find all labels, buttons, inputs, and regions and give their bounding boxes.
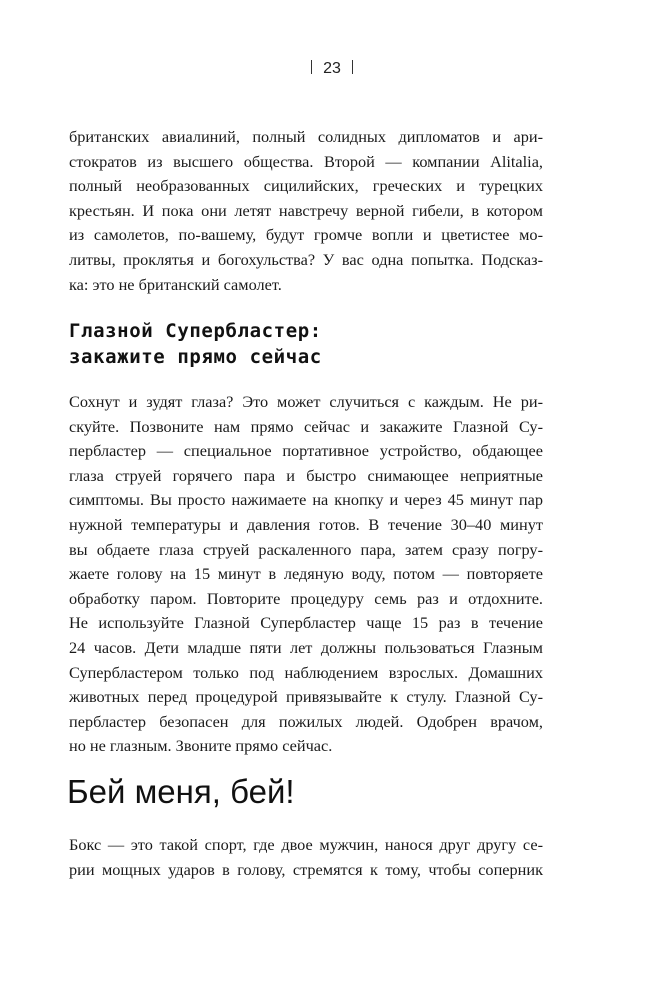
text-line: Супербластером только под наблюдением взрослых. Домашних	[69, 662, 543, 682]
text-line: полный необразованных сицилийских, греческих и турецких	[69, 176, 543, 196]
page-number-right-divider	[352, 60, 354, 74]
page-number-value: 23	[323, 60, 341, 77]
text-line: нужной температуры и давления готов. В течение 30–40 минут	[69, 514, 543, 534]
text-line: симптомы. Вы просто нажимаете на кнопку и через 45 минут пар	[69, 490, 543, 510]
subheading-line: закажите прямо сейчас	[69, 346, 322, 368]
paragraph-boxing	[69, 833, 543, 882]
text-line: крестьян. И пока они летят навстречу верной гибели, в котором	[69, 200, 543, 220]
paragraph-eye-superblaster	[69, 390, 543, 759]
text-line: пербластер — специальное портативное устройство, обдающее	[69, 441, 543, 461]
text-line: рии мощных ударов в голову, стремятся к тому, чтобы соперник	[69, 859, 543, 879]
text-line: глаза струей горячего пара и быстро снимающее неприятные	[69, 465, 543, 485]
text-line: жаете голову на 15 минут в ледяную воду, потом — повторяете	[69, 564, 543, 584]
text-line: Бокс — это такой спорт, где двое мужчин, нанося друг другу се-	[69, 835, 543, 854]
text-line: из самолетов, по-вашему, будут громче вопли и цветистее мо-	[69, 225, 543, 245]
text-line: обработку паром. Повторите процедуру семь раз и отдохните.	[69, 588, 543, 608]
text-line: стократов из высшего общества. Второй — компании Alitalia,	[69, 151, 543, 171]
text-line: пербластер безопасен для пожилых людей. Одобрен врачом,	[69, 711, 543, 731]
section-heading: Бей меня, бей!	[67, 773, 295, 810]
text-line: британских авиалиний, полный солидных дипломатов и ари-	[69, 127, 543, 146]
section-subheading	[69, 318, 543, 370]
text-line: 24 часов. Дети младше пяти лет должны пользоваться Глазным	[69, 637, 543, 657]
text-line: но не глазным. Звоните прямо сейчас.	[69, 736, 333, 756]
subheading-line: Глазной Супербластер:	[69, 320, 322, 342]
text-line: ка: это не британский самолет.	[69, 274, 282, 294]
text-line: вы обдаете глаза струей раскаленного пара, затем сразу погру-	[69, 539, 543, 559]
text-line: литвы, проклятья и богохульства? У вас одна попытка. Подсказ-	[69, 249, 543, 269]
text-line: скуйте. Позвоните нам прямо сейчас и закажите Глазной Су-	[69, 416, 543, 436]
paragraph-intro	[69, 125, 543, 297]
page-number	[0, 60, 664, 78]
text-line: Не используйте Глазной Супербластер чаще 15 раз в течение	[69, 613, 543, 633]
text-line: животных перед процедурой привязывайте к стулу. Глазной Су-	[69, 687, 543, 707]
text-line: Сохнут и зудят глаза? Это может случиться с каждым. Не ри-	[69, 392, 543, 411]
page-number-left-divider	[311, 60, 313, 74]
